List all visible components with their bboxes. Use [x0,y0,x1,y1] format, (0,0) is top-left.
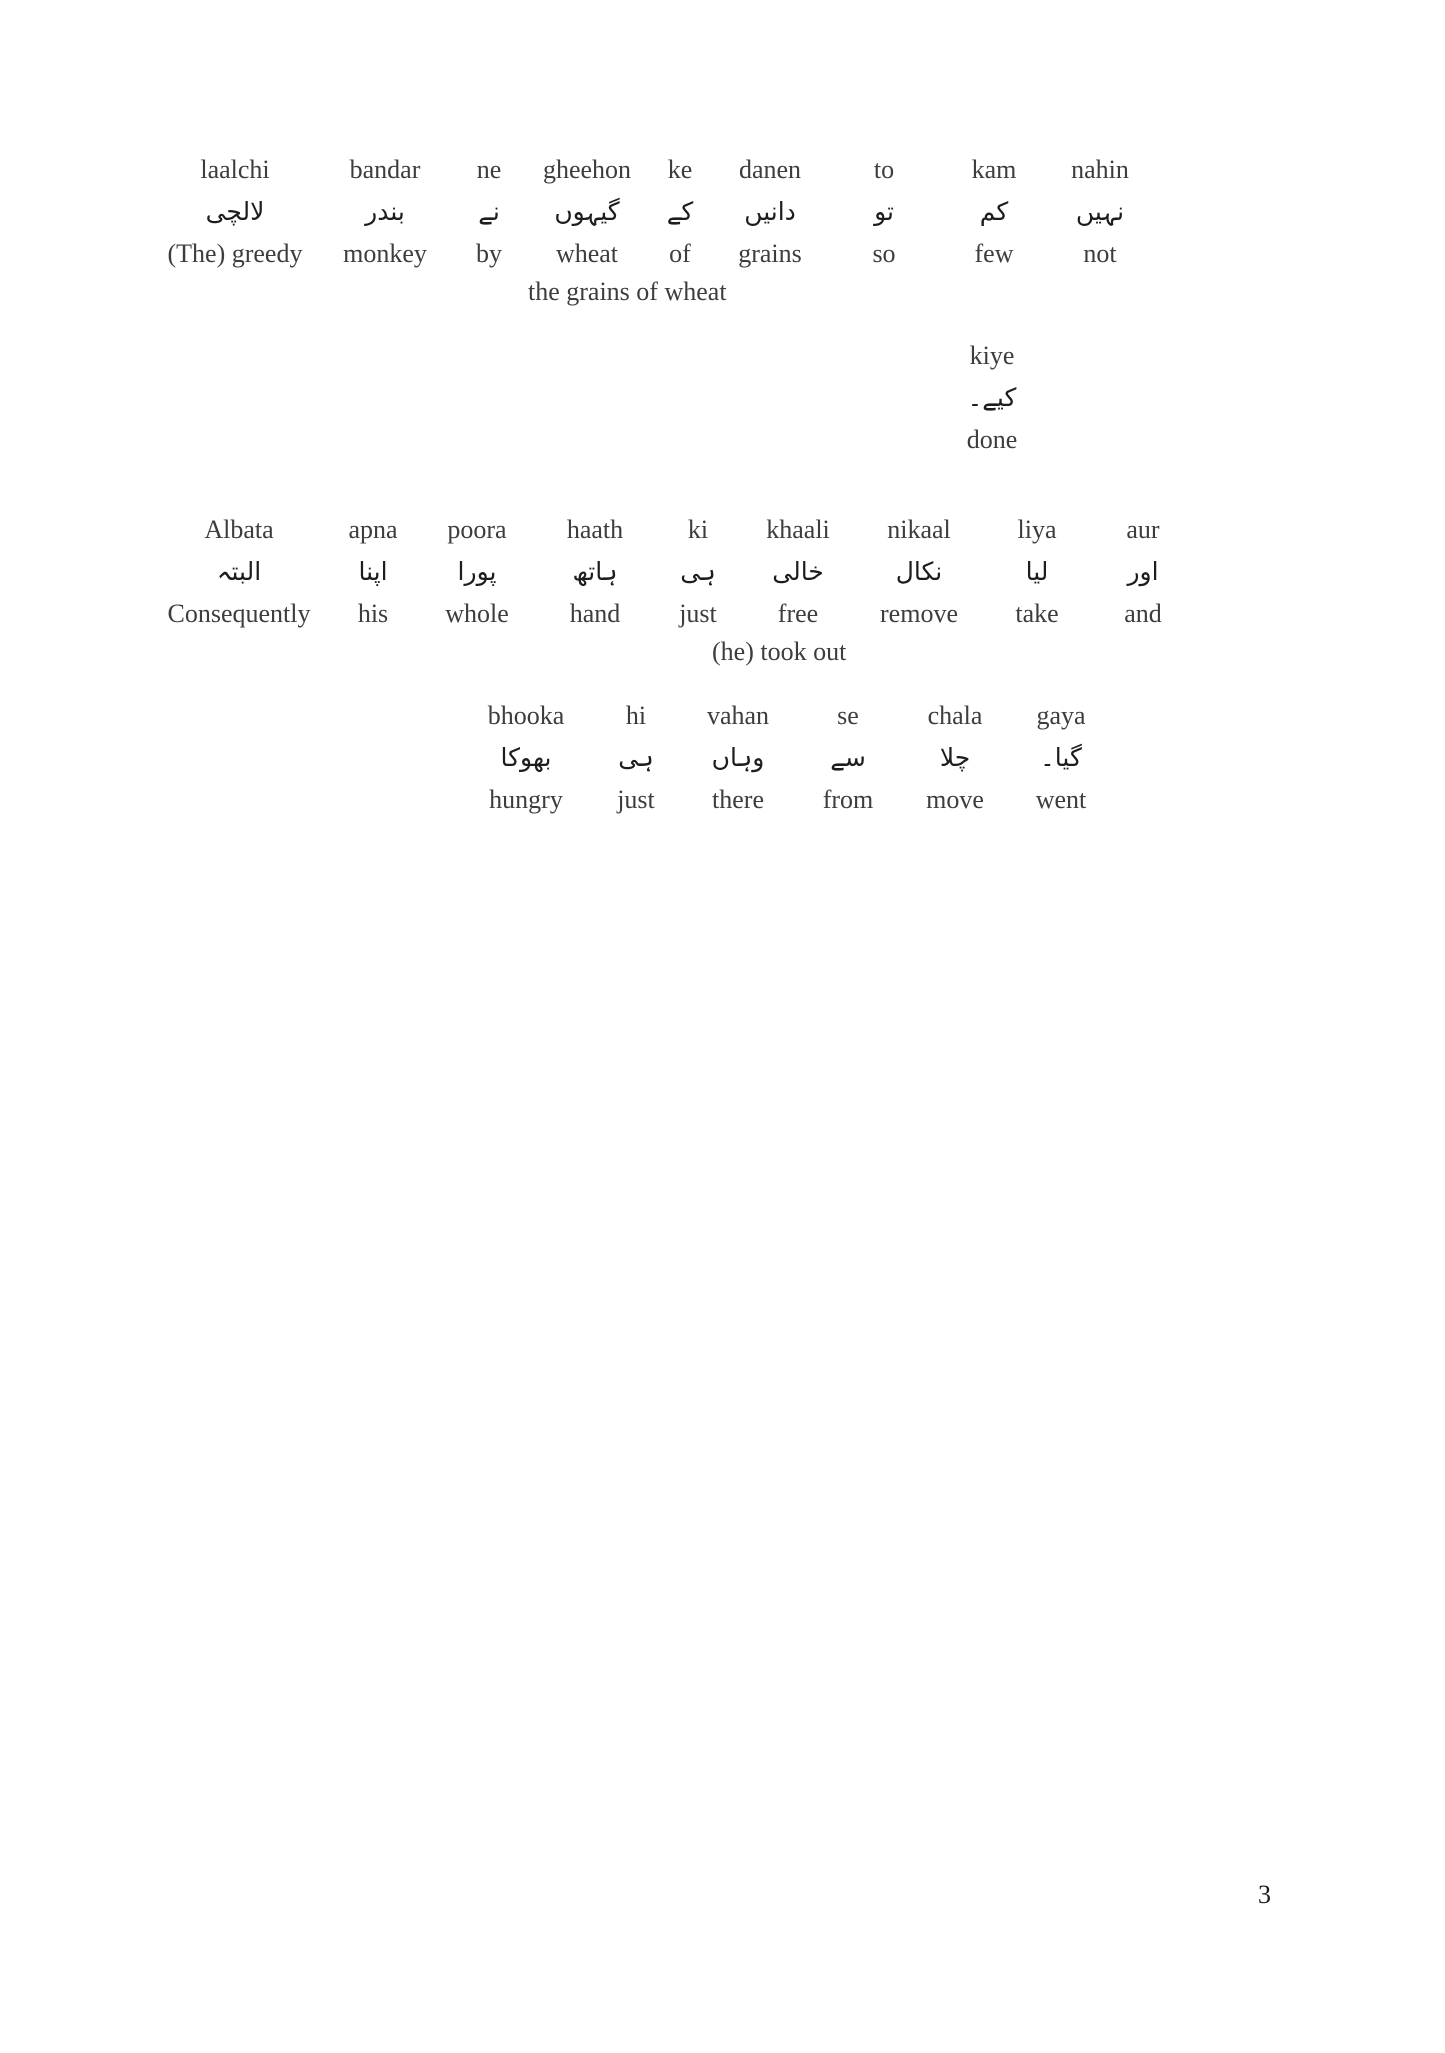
urdu-word: خالی [772,557,824,586]
urdu-word: نکال [895,557,943,586]
gloss-block-2 [150,510,1300,820]
transliteration: nahin [1071,155,1129,184]
urdu-word: پورا [457,557,497,586]
transliteration: kam [971,155,1017,184]
gloss-cell [320,150,450,274]
urdu-word: وہاں [711,743,765,772]
english-gloss: take [1015,599,1059,628]
english-gloss: remove [880,599,958,628]
urdu-word: چلا [939,743,971,772]
gloss-cell [654,510,742,634]
gloss-cell [150,510,328,634]
transliteration: nikaal [887,515,951,544]
gloss-cell [854,510,984,634]
urdu-word: سے [830,743,866,772]
urdu-word: بھوکا [500,743,552,772]
gloss-cell [682,696,794,820]
gloss-cell [984,510,1090,634]
english-gloss: just [679,599,717,628]
gloss-cell [150,150,320,274]
transliteration: aur [1126,515,1160,544]
transliteration: ke [667,155,693,184]
urdu-word: کیے۔ [967,383,1017,412]
urdu-word: تو [874,197,894,226]
gloss-cell [742,510,854,634]
transliteration: to [873,155,895,184]
urdu-word: بندر [365,197,405,226]
transliteration: kiye [969,341,1015,370]
gloss-cell [1046,150,1154,274]
transliteration: khaali [766,515,830,544]
urdu-word: ہی [680,557,716,586]
english-gloss: not [1083,239,1117,268]
english-gloss: went [1035,785,1087,814]
gloss-row [150,510,1300,666]
english-gloss: of [669,239,691,268]
urdu-word: کم [979,197,1009,226]
urdu-word: نہیں [1075,197,1125,226]
phrase-note: (he) took out [712,637,847,666]
transliteration: ki [687,515,709,544]
page-number: 3 [1258,1880,1271,1909]
english-gloss: hand [569,599,621,628]
gloss-cell [1008,696,1114,820]
urdu-word: دانیں [744,197,796,226]
english-gloss: (The) greedy [167,239,303,268]
english-gloss: just [617,785,655,814]
urdu-word: گیا۔ [1040,743,1082,772]
transliteration: gheehon [542,155,632,184]
urdu-word: کے [666,197,694,226]
transliteration: poora [447,515,507,544]
gloss-cell [1090,510,1196,634]
urdu-word: لالچی [205,197,265,226]
gloss-cell [940,336,1044,460]
english-gloss: his [357,599,389,628]
gloss-cell [902,696,1008,820]
gloss-cell [418,510,536,634]
urdu-word: البتہ [216,557,262,586]
gloss-row [150,336,1300,460]
transliteration: se [837,701,859,730]
english-gloss: whole [445,599,509,628]
gloss-block-1 [150,150,1300,460]
urdu-word: اور [1127,557,1159,586]
english-gloss: from [822,785,874,814]
english-gloss: and [1124,599,1162,628]
transliteration: haath [566,515,624,544]
urdu-word: ہاتھ [572,557,618,586]
transliteration: vahan [706,701,770,730]
phrase-note: the grains of wheat [528,277,727,306]
transliteration: bandar [349,155,421,184]
english-gloss: done [966,425,1018,454]
english-gloss: there [712,785,764,814]
gloss-cell [714,150,826,274]
english-gloss: hungry [489,785,563,814]
english-gloss: wheat [555,239,619,268]
urdu-word: نے [478,197,500,226]
gloss-cell [826,150,942,274]
transliteration: hi [625,701,647,730]
urdu-word: لیا [1025,557,1049,586]
gloss-cell [528,150,646,274]
urdu-word: اپنا [358,557,388,586]
gloss-cell [536,510,654,634]
transliteration: apna [348,515,398,544]
gloss-cell [590,696,682,820]
english-gloss: Consequently [167,599,311,628]
english-gloss: move [926,785,984,814]
english-gloss: free [777,599,819,628]
english-gloss: grains [738,239,802,268]
gloss-cell [794,696,902,820]
gloss-row [150,696,1300,820]
transliteration: bhooka [487,701,565,730]
gloss-cell [328,510,418,634]
gloss-cell [942,150,1046,274]
transliteration: gaya [1036,701,1086,730]
transliteration: laalchi [200,155,270,184]
urdu-word: ہی [618,743,654,772]
transliteration: chala [927,701,983,730]
english-gloss: by [476,239,502,268]
gloss-cell [646,150,714,274]
gloss-cell [450,150,528,274]
transliteration: Albata [204,515,274,544]
transliteration: danen [738,155,802,184]
gloss-cell [462,696,590,820]
english-gloss: few [974,239,1014,268]
gloss-row [150,150,1300,306]
english-gloss: monkey [343,239,427,268]
transliteration: ne [476,155,502,184]
english-gloss: so [872,239,896,268]
transliteration: liya [1017,515,1057,544]
urdu-word: گیہوں [554,197,620,226]
